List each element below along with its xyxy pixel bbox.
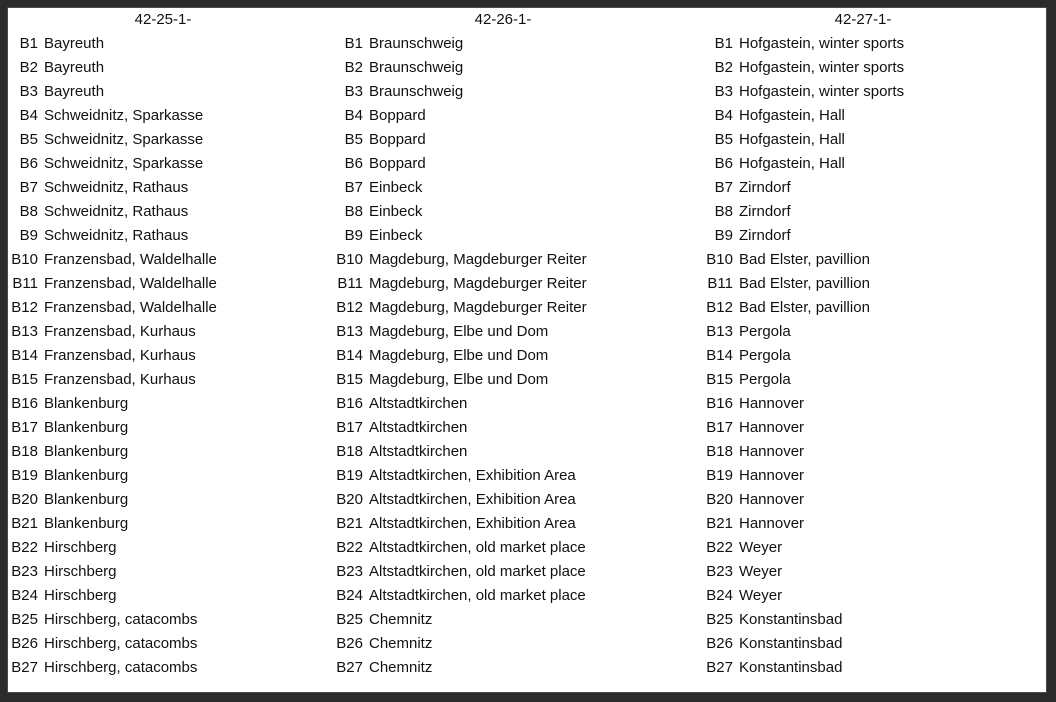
item-place: Braunschweig: [369, 83, 464, 100]
item-code: B27: [11, 659, 38, 676]
list-item: [333, 32, 693, 56]
list-item: [333, 176, 693, 200]
list-item: [703, 128, 1043, 152]
item-code: B21: [11, 515, 38, 532]
list-item: [8, 176, 328, 200]
item-place: Boppard: [369, 131, 426, 148]
item-code: B16: [11, 395, 38, 412]
list-item: [333, 464, 693, 488]
item-place: Franzensbad, Waldelhalle: [44, 275, 217, 292]
list-item: [703, 416, 1043, 440]
item-code: B15: [11, 371, 38, 388]
list-item: [8, 368, 328, 392]
item-code: B25: [336, 611, 363, 628]
item-place: Zirndorf: [739, 203, 791, 220]
list-item: [8, 32, 328, 56]
list-item: [703, 320, 1043, 344]
list-item: [703, 32, 1043, 56]
item-code: B26: [706, 635, 733, 652]
item-code: B6: [19, 155, 38, 172]
item-code: B21: [706, 515, 733, 532]
list-item: [333, 608, 693, 632]
item-code: B27: [336, 659, 363, 676]
item-place: Boppard: [369, 107, 426, 124]
item-place: Hofgastein, Hall: [739, 155, 845, 172]
item-code: B14: [336, 347, 363, 364]
item-place: Franzensbad, Kurhaus: [44, 371, 196, 388]
item-place: Bayreuth: [44, 59, 105, 76]
list-item: [703, 224, 1043, 248]
item-place: Blankenburg: [44, 515, 129, 532]
item-code: B23: [706, 563, 733, 580]
item-place: Magdeburg, Magdeburger Reiter: [369, 275, 587, 292]
item-code: B4: [344, 107, 363, 124]
list-item: [703, 80, 1043, 104]
item-place: Hannover: [739, 491, 805, 508]
list-item: [703, 392, 1043, 416]
list-item: [8, 464, 328, 488]
list-item: [333, 416, 693, 440]
item-code: B5: [714, 131, 733, 148]
item-place: Franzensbad, Waldelhalle: [44, 299, 217, 316]
column-header: 42-25-1-: [134, 11, 192, 28]
list-item: [333, 224, 693, 248]
item-place: Zirndorf: [739, 179, 791, 196]
item-code: B2: [19, 59, 38, 76]
item-place: Hofgastein, Hall: [739, 131, 845, 148]
list-item: [8, 80, 328, 104]
item-code: B6: [714, 155, 733, 172]
item-place: Altstadtkirchen, old market place: [369, 539, 586, 556]
column-42-26: [333, 8, 693, 680]
item-code: B19: [706, 467, 733, 484]
item-code: B17: [706, 419, 733, 436]
list-item: [8, 104, 328, 128]
item-place: Schweidnitz, Sparkasse: [44, 131, 204, 148]
item-place: Hannover: [739, 467, 805, 484]
column-header: 42-26-1-: [474, 11, 532, 28]
item-code: B6: [344, 155, 363, 172]
list-item: [8, 272, 328, 296]
list-item: [8, 56, 328, 80]
list-item: [333, 200, 693, 224]
item-place: Hofgastein, winter sports: [739, 35, 905, 52]
item-code: B7: [344, 179, 363, 196]
list-item: [703, 584, 1043, 608]
item-code: B1: [19, 35, 38, 52]
item-place: Altstadtkirchen: [369, 443, 468, 460]
item-place: Chemnitz: [369, 635, 433, 652]
list-item: [333, 272, 693, 296]
item-place: Magdeburg, Elbe und Dom: [369, 371, 549, 388]
item-code: B4: [19, 107, 38, 124]
item-code: B13: [336, 323, 363, 340]
item-place: Altstadtkirchen, Exhibition Area: [369, 515, 576, 532]
item-place: Zirndorf: [739, 227, 791, 244]
item-code: B14: [11, 347, 38, 364]
item-place: Altstadtkirchen, old market place: [369, 563, 586, 580]
item-place: Hannover: [739, 419, 805, 436]
list-item: [333, 560, 693, 584]
item-code: B3: [344, 83, 363, 100]
item-code: B2: [344, 59, 363, 76]
list-item: [333, 344, 693, 368]
item-place: Hofgastein, winter sports: [739, 83, 905, 100]
item-code: B16: [336, 395, 363, 412]
item-place: Weyer: [739, 539, 783, 556]
item-code: B13: [706, 323, 733, 340]
list-item: [333, 296, 693, 320]
list-item: [333, 104, 693, 128]
item-code: B8: [19, 203, 38, 220]
item-place: Blankenburg: [44, 419, 129, 436]
list-item: [333, 152, 693, 176]
item-code: B9: [714, 227, 733, 244]
item-code: B4: [714, 107, 733, 124]
list-item: [333, 392, 693, 416]
item-code: B27: [706, 659, 733, 676]
item-code: B12: [706, 299, 733, 316]
item-place: Altstadtkirchen, Exhibition Area: [369, 467, 576, 484]
list-item: [8, 488, 328, 512]
list-item: [333, 656, 693, 680]
list-item: [333, 512, 693, 536]
item-place: Schweidnitz, Sparkasse: [44, 155, 204, 172]
list-item: [8, 608, 328, 632]
list-item: [333, 368, 693, 392]
list-item: [333, 80, 693, 104]
item-place: Einbeck: [369, 179, 423, 196]
item-place: Weyer: [739, 587, 783, 604]
item-place: Chemnitz: [369, 611, 433, 628]
item-place: Hirschberg: [44, 539, 117, 556]
item-place: Schweidnitz, Rathaus: [44, 227, 189, 244]
item-place: Magdeburg, Elbe und Dom: [369, 347, 549, 364]
item-code: B23: [336, 563, 363, 580]
list-item: [8, 248, 328, 272]
item-place: Altstadtkirchen, Exhibition Area: [369, 491, 576, 508]
item-place: Franzensbad, Kurhaus: [44, 323, 196, 340]
list-item: [8, 296, 328, 320]
list-item: [703, 152, 1043, 176]
item-place: Einbeck: [369, 203, 423, 220]
list-item: [8, 200, 328, 224]
item-place: Pergola: [739, 347, 791, 364]
list-item: [333, 320, 693, 344]
item-code: B5: [19, 131, 38, 148]
item-code: B25: [11, 611, 38, 628]
item-code: B12: [11, 299, 38, 316]
item-place: Braunschweig: [369, 35, 464, 52]
list-item: [703, 176, 1043, 200]
item-place: Magdeburg, Elbe und Dom: [369, 323, 549, 340]
item-place: Altstadtkirchen: [369, 419, 468, 436]
item-code: B22: [706, 539, 733, 556]
list-item: [8, 656, 328, 680]
item-place: Pergola: [739, 371, 791, 388]
list-item: [8, 128, 328, 152]
list-item: [703, 200, 1043, 224]
item-place: Pergola: [739, 323, 791, 340]
item-place: Hirschberg: [44, 563, 117, 580]
item-place: Chemnitz: [369, 659, 433, 676]
item-code: B21: [336, 515, 363, 532]
list-item: [8, 536, 328, 560]
item-place: Altstadtkirchen: [369, 395, 468, 412]
item-code: B11: [12, 275, 38, 292]
item-place: Altstadtkirchen, old market place: [369, 587, 586, 604]
item-place: Bayreuth: [44, 83, 105, 100]
item-code: B14: [706, 347, 733, 364]
item-code: B24: [336, 587, 363, 604]
item-code: B9: [19, 227, 38, 244]
item-code: B18: [706, 443, 733, 460]
item-code: B20: [11, 491, 38, 508]
item-code: B15: [336, 371, 363, 388]
item-place: Hirschberg, catacombs: [44, 659, 198, 676]
item-place: Braunschweig: [369, 59, 464, 76]
item-code: B20: [706, 491, 733, 508]
item-code: B18: [336, 443, 363, 460]
item-code: B12: [336, 299, 363, 316]
item-place: Magdeburg, Magdeburger Reiter: [369, 299, 587, 316]
list-item: [8, 344, 328, 368]
item-place: Konstantinsbad: [739, 635, 843, 652]
item-code: B10: [336, 251, 363, 268]
item-place: Hannover: [739, 443, 805, 460]
list-item: [8, 152, 328, 176]
list-item: [8, 560, 328, 584]
list-item: [8, 632, 328, 656]
item-place: Blankenburg: [44, 491, 129, 508]
item-place: Blankenburg: [44, 395, 129, 412]
item-code: B3: [19, 83, 38, 100]
item-place: Hirschberg, catacombs: [44, 611, 198, 628]
item-code: B26: [336, 635, 363, 652]
item-place: Bad Elster, pavillion: [739, 299, 870, 316]
list-item: [703, 608, 1043, 632]
item-code: B8: [714, 203, 733, 220]
list-item: [333, 248, 693, 272]
item-code: B5: [344, 131, 363, 148]
list-item: [703, 272, 1043, 296]
item-code: B24: [11, 587, 38, 604]
item-code: B7: [19, 179, 38, 196]
list-item: [703, 512, 1043, 536]
list-item: [333, 440, 693, 464]
item-place: Hirschberg, catacombs: [44, 635, 198, 652]
item-code: B15: [706, 371, 733, 388]
item-place: Bad Elster, pavillion: [739, 275, 870, 292]
item-code: B1: [344, 35, 363, 52]
list-item: [703, 344, 1043, 368]
list-item: [333, 632, 693, 656]
item-place: Schweidnitz, Rathaus: [44, 179, 189, 196]
item-code: B3: [714, 83, 733, 100]
item-place: Hofgastein, winter sports: [739, 59, 905, 76]
list-item: [8, 224, 328, 248]
list-item: [333, 584, 693, 608]
item-code: B7: [714, 179, 733, 196]
column-42-27: [703, 8, 1043, 680]
list-item: [333, 128, 693, 152]
item-code: B10: [11, 251, 38, 268]
column-header: 42-27-1-: [834, 11, 892, 28]
item-place: Einbeck: [369, 227, 423, 244]
list-item: [703, 656, 1043, 680]
item-place: Weyer: [739, 563, 783, 580]
item-code: B23: [11, 563, 38, 580]
list-item: [8, 392, 328, 416]
list-item: [333, 488, 693, 512]
item-place: Hannover: [739, 515, 805, 532]
item-code: B25: [706, 611, 733, 628]
list-item: [8, 512, 328, 536]
list-item: [703, 488, 1043, 512]
list-item: [8, 584, 328, 608]
item-place: Hofgastein, Hall: [739, 107, 845, 124]
list-item: [703, 632, 1043, 656]
item-code: B17: [11, 419, 38, 436]
item-code: B24: [706, 587, 733, 604]
list-item: [703, 296, 1043, 320]
list-item: [703, 536, 1043, 560]
item-place: Franzensbad, Waldelhalle: [44, 251, 217, 268]
list-item: [8, 416, 328, 440]
item-code: B22: [11, 539, 38, 556]
item-code: B2: [714, 59, 733, 76]
item-place: Hannover: [739, 395, 805, 412]
item-code: B11: [337, 275, 363, 292]
item-code: B13: [11, 323, 38, 340]
list-item: [333, 56, 693, 80]
item-code: B20: [336, 491, 363, 508]
item-code: B17: [336, 419, 363, 436]
list-item: [703, 440, 1043, 464]
list-item: [703, 560, 1043, 584]
list-item: [703, 56, 1043, 80]
item-code: B11: [707, 275, 733, 292]
item-place: Blankenburg: [44, 467, 129, 484]
item-code: B26: [11, 635, 38, 652]
document-page: [8, 8, 1046, 692]
list-item: [8, 320, 328, 344]
item-place: Hirschberg: [44, 587, 117, 604]
item-code: B22: [336, 539, 363, 556]
item-place: Konstantinsbad: [739, 611, 843, 628]
item-place: Konstantinsbad: [739, 659, 843, 676]
item-code: B8: [344, 203, 363, 220]
list-item: [703, 368, 1043, 392]
item-code: B16: [706, 395, 733, 412]
list-item: [8, 440, 328, 464]
item-code: B9: [344, 227, 363, 244]
item-code: B19: [11, 467, 38, 484]
item-place: Franzensbad, Kurhaus: [44, 347, 196, 364]
list-item: [703, 248, 1043, 272]
item-code: B18: [11, 443, 38, 460]
item-place: Bad Elster, pavillion: [739, 251, 870, 268]
list-item: [703, 104, 1043, 128]
item-place: Schweidnitz, Rathaus: [44, 203, 189, 220]
item-code: B10: [706, 251, 733, 268]
item-code: B1: [714, 35, 733, 52]
list-item: [703, 464, 1043, 488]
item-place: Schweidnitz, Sparkasse: [44, 107, 204, 124]
item-code: B19: [336, 467, 363, 484]
column-42-25: [8, 8, 328, 680]
item-place: Bayreuth: [44, 35, 105, 52]
item-place: Blankenburg: [44, 443, 129, 460]
item-place: Magdeburg, Magdeburger Reiter: [369, 251, 587, 268]
item-place: Boppard: [369, 155, 426, 172]
list-item: [333, 536, 693, 560]
